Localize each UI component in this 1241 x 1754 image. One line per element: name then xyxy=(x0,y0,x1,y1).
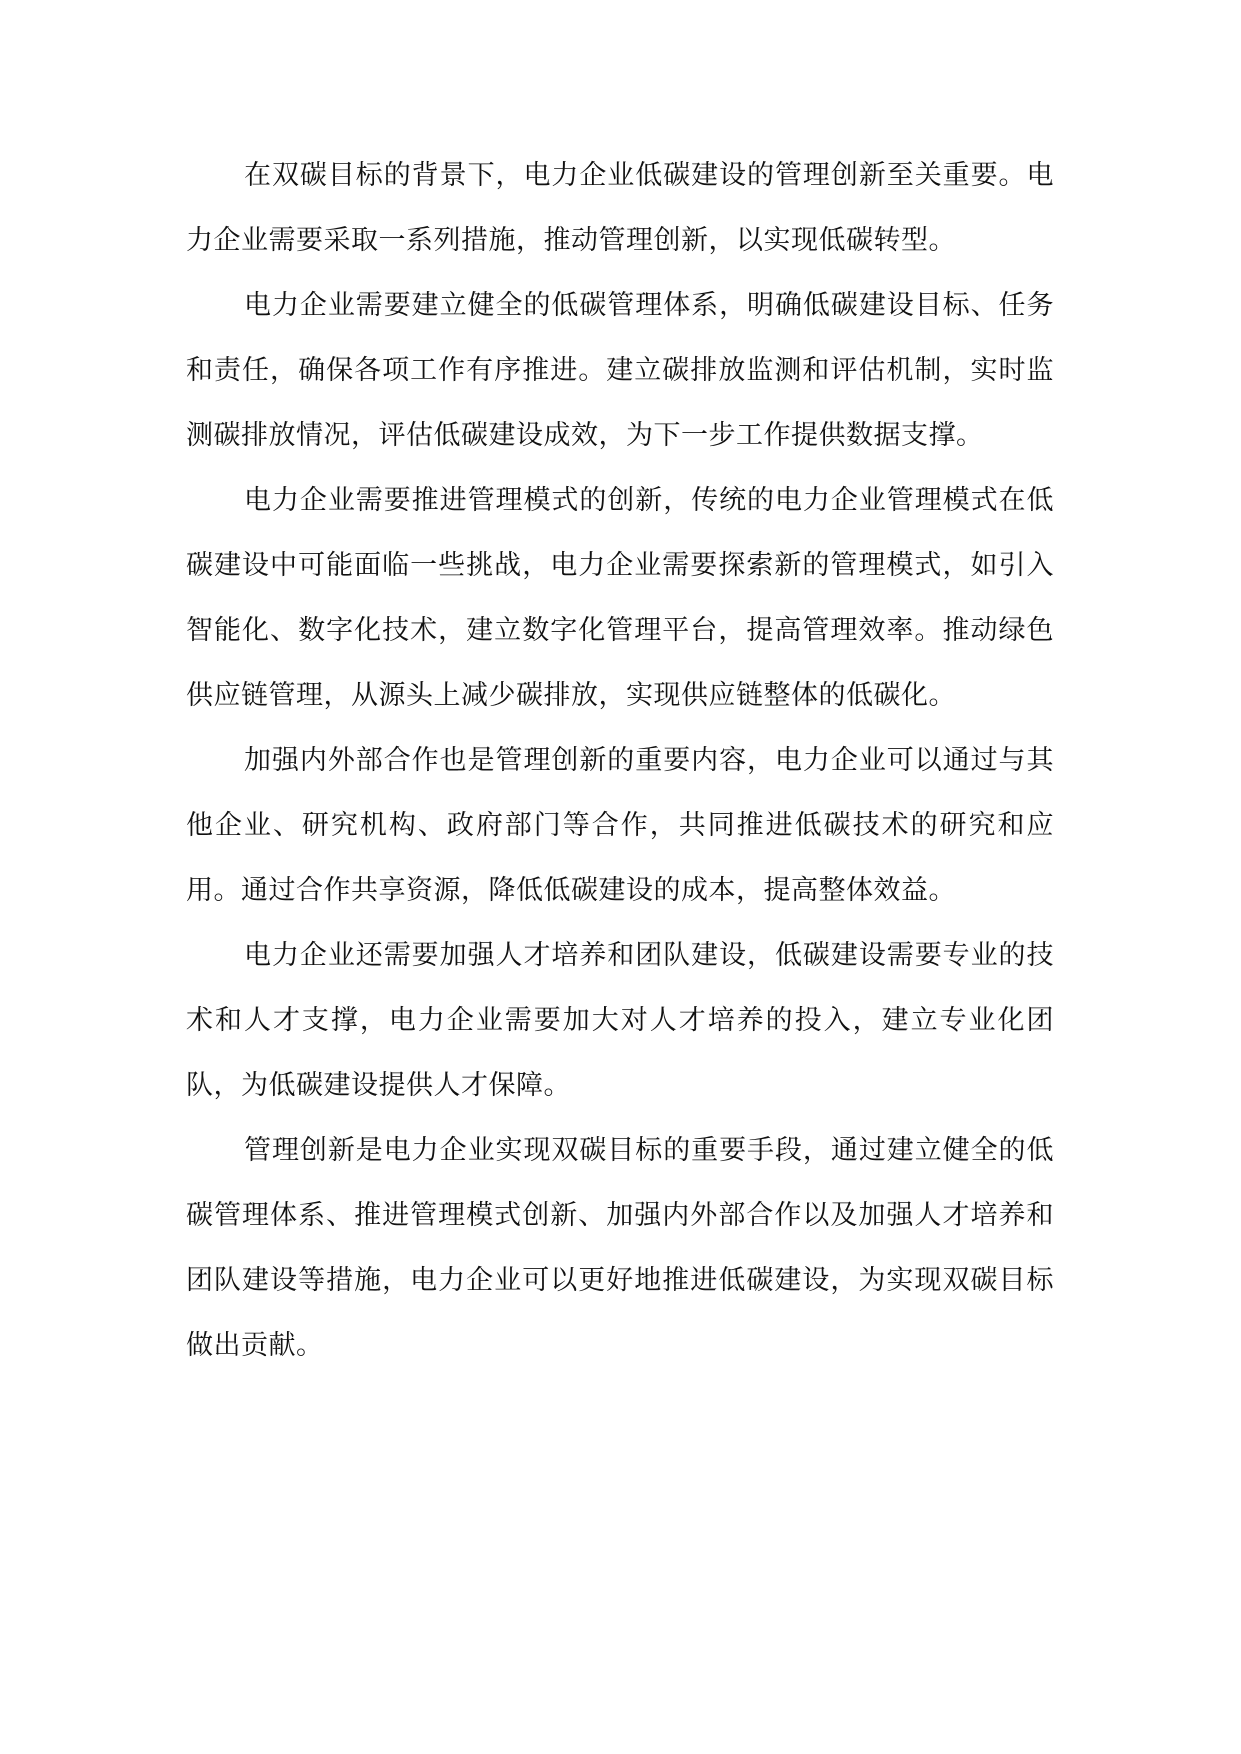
paragraph-conclusion: 管理创新是电力企业实现双碳目标的重要手段，通过建立健全的低碳管理体系、推进管理模式创新、加强内外部合作以及加强人才培养和团队建设等措施，电力企业可以更好地推进低碳建设，为实现双碳目标做出贡献。 xyxy=(186,1135,1054,1361)
paragraph-management-system: 电力企业需要建立健全的低碳管理体系，明确低碳建设目标、任务和责任，确保各项工作有序推进。建立碳排放监测和评估机制，实时监测碳排放情况，评估低碳建设成效，为下一步工作提供数据支撑。 xyxy=(186,290,1054,451)
document-body xyxy=(186,143,1054,1378)
paragraph-cooperation: 加强内外部合作也是管理创新的重要内容，电力企业可以通过与其他企业、研究机构、政府部门等合作，共同推进低碳技术的研究和应用。通过合作共享资源，降低低碳建设的成本，提高整体效益。 xyxy=(186,745,1054,906)
paragraph-intro: 在双碳目标的背景下，电力企业低碳建设的管理创新至关重要。电力企业需要采取一系列措施，推动管理创新，以实现低碳转型。 xyxy=(186,160,1054,256)
paragraph-talent: 电力企业还需要加强人才培养和团队建设，低碳建设需要专业的技术和人才支撑，电力企业需要加大对人才培养的投入，建立专业化团队，为低碳建设提供人才保障。 xyxy=(186,940,1054,1101)
paragraph-management-model: 电力企业需要推进管理模式的创新，传统的电力企业管理模式在低碳建设中可能面临一些挑战，电力企业需要探索新的管理模式，如引入智能化、数字化技术，建立数字化管理平台，提高管理效率。推动绿色供应链管理，从源头上减少碳排放，实现供应链整体的低碳化。 xyxy=(186,485,1054,711)
